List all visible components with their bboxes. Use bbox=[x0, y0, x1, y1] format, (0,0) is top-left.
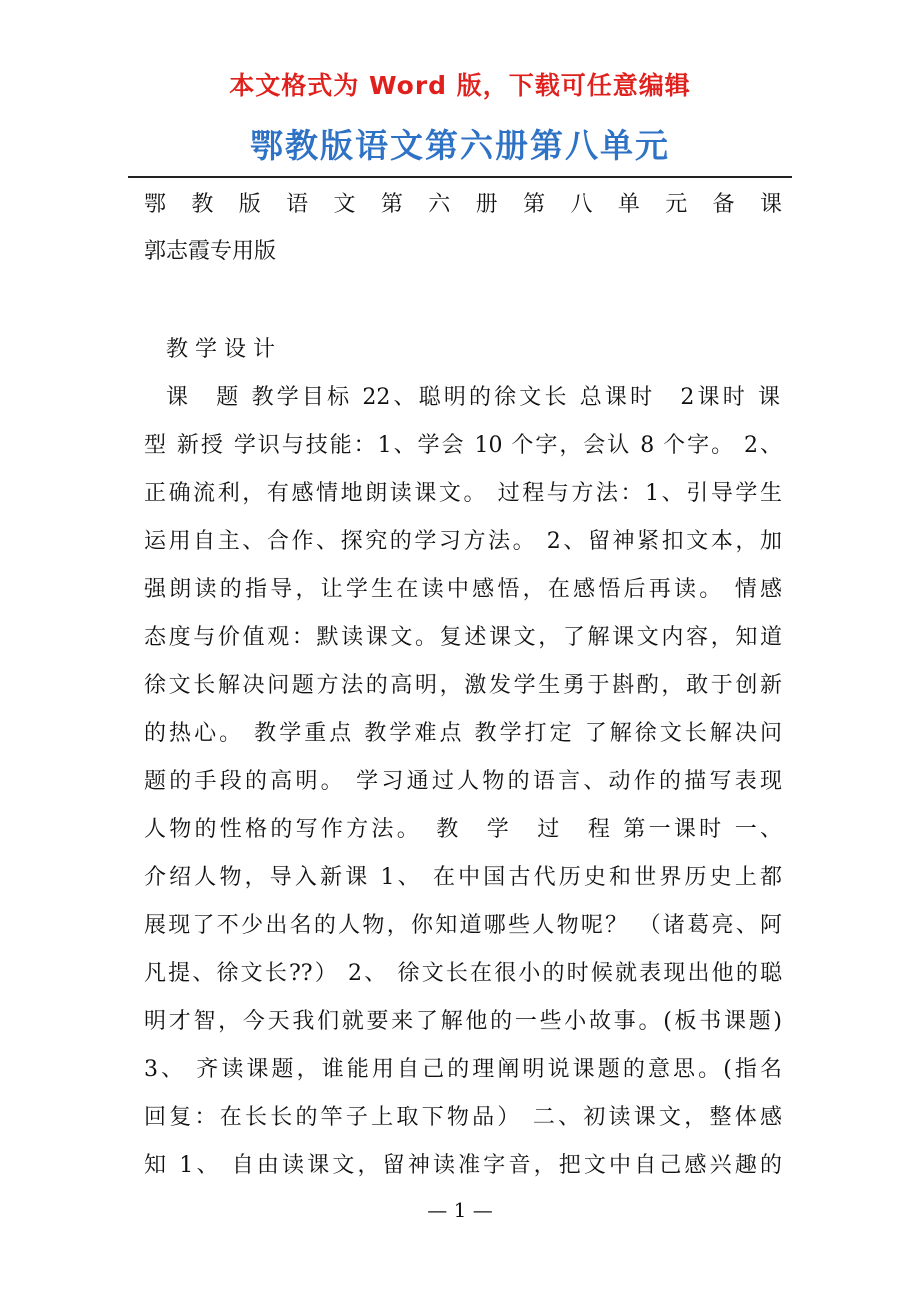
body-line: 明才智，今天我们就要来了解他的一些小故事。(板书课题) bbox=[144, 1009, 782, 1034]
body-line: 3、 齐读课题，谁能用自己的理阐明说课题的意思。(指名 bbox=[144, 1057, 782, 1082]
body-line: 正确流利，有感情地朗读课文。 过程与方法：1、引导学生 bbox=[144, 481, 782, 506]
body-line: 的热心。 教学重点 教学难点 教学打定 了解徐文长解决问 bbox=[144, 721, 782, 746]
body-line: 郭志霞专用版 bbox=[144, 239, 277, 264]
document-title: 鄂教版语文第六册第八单元 bbox=[250, 126, 670, 165]
body-line: 徐文长解决问题方法的高明，激发学生勇于斟酌，敢于创新 bbox=[144, 673, 782, 698]
body-line: 凡提、徐文长??） 2、 徐文长在很小的时候就表现出他的聪 bbox=[144, 961, 782, 986]
body-line: 鄂 教 版 语 文 第 六 册 第 八 单 元 备 课 bbox=[144, 192, 782, 217]
section-heading: 教 学 设 计 bbox=[166, 337, 275, 362]
page-number: — 1 — bbox=[427, 1198, 493, 1222]
body-line: 运用自主、合作、探究的学习方法。 2、留神紧扣文本，加 bbox=[144, 529, 782, 554]
body-line: 课 题 教学目标 22、聪明的徐文长 总课时 2课时 课 bbox=[166, 385, 780, 410]
body-line: 介绍人物，导入新课 1、 在中国古代历史和世界历史上都 bbox=[144, 865, 782, 890]
body-line: 态度与价值观：默读课文。复述课文，了解课文内容，知道 bbox=[144, 625, 782, 650]
body-line: 回复：在长长的竿子上取下物品） 二、初读课文，整体感 bbox=[144, 1105, 782, 1130]
body-line: 展现了不少出名的人物，你知道哪些人物呢？ （诸葛亮、阿 bbox=[144, 913, 782, 938]
body-line: 型 新授 学识与技能：1、学会 10 个字，会认 8 个字。 2、 bbox=[144, 433, 782, 458]
body-line: 知 1、 自由读课文，留神读准字音，把文中自己感兴趣的 bbox=[144, 1153, 782, 1178]
body-line: 题的手段的高明。 学习通过人物的语言、动作的描写表现 bbox=[144, 769, 782, 794]
body-line: 强朗读的指导，让学生在读中感悟，在感悟后再读。 情感 bbox=[144, 577, 782, 602]
format-notice: 本文格式为 Word 版，下载可任意编辑 bbox=[229, 71, 691, 100]
header-divider bbox=[128, 176, 792, 178]
body-line: 人物的性格的写作方法。 教 学 过 程 第一课时 一、 bbox=[144, 817, 782, 842]
